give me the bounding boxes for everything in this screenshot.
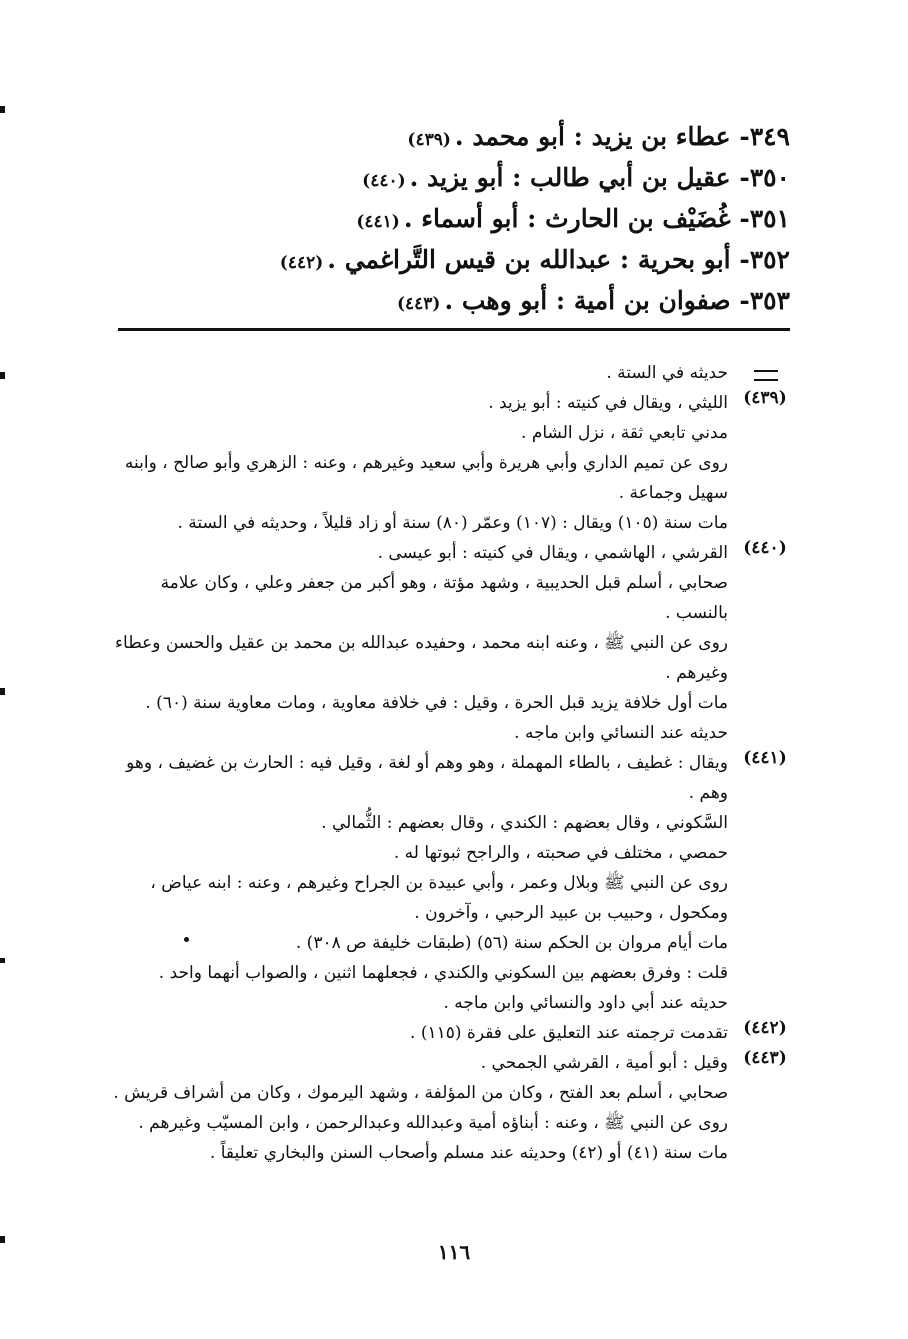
footnote-line: وغيرهم . (665, 663, 728, 683)
footnote (106, 358, 796, 388)
entry-text: غُضَيْف بن الحارث : أبو أسماء . (403, 204, 731, 233)
page-number: ١١٦ (437, 1240, 471, 1264)
footnote-marker: (٤٤٠) (743, 538, 787, 558)
footnote-line: السَّكوني ، وقال بعضهم : الكندي ، وقال بعضهم : الثُّمالي . (321, 813, 728, 833)
footnote-marker: (٤٤٢) (743, 1018, 787, 1038)
section-divider (118, 328, 790, 331)
footnote-line: صحابي ، أسلم بعد الفتح ، وكان من المؤلفة ، وشهد اليرموك ، وكان من أشراف قريش . (113, 1083, 728, 1103)
footnote-line: الليثي ، ويقال في كنيته : أبو يزيد . (488, 393, 728, 413)
footnote-line: سهيل وجماعة . (618, 483, 728, 503)
entry-list (230, 116, 790, 321)
footnote-line: مات سنة (١٠٥) ويقال : (١٠٧) وعمّر (٨٠) سنة أو زاد قليلاً ، وحديثه في الستة . (177, 513, 728, 533)
entry-number: ٣٤٩ (749, 122, 790, 151)
footnote-line: ومكحول ، وحبيب بن عبيد الرحبي ، وآخرون . (414, 903, 728, 923)
footnote-line: روى عن النبي ﷺ ، وعنه ابنه محمد ، وحفيده عبدالله بن محمد بن عقيل والحسن وعطاء (115, 633, 728, 653)
footnote (106, 1048, 796, 1168)
footnote (106, 388, 796, 538)
entry-footnote-ref: (٤٤٠) (362, 171, 406, 191)
scan-edge-mark (0, 372, 5, 379)
footnote (106, 748, 796, 1018)
entry-item (230, 198, 790, 239)
footnote-line: وهم . (688, 783, 728, 803)
continuation-mark-icon (754, 370, 778, 381)
entry-item (230, 116, 790, 157)
footnote (106, 538, 796, 748)
entry-number: ٣٥١ (749, 204, 790, 233)
scan-edge-mark (0, 106, 5, 113)
entry-dash: - (730, 204, 750, 233)
footnote-line: قلت : وفرق بعضهم بين السكوني والكندي ، فجعلهما اثنين ، والصواب أنهما واحد . (158, 963, 728, 983)
footnote-line: بالنسب . (665, 603, 728, 623)
footnote-marker: (٤٣٩) (743, 388, 787, 408)
footnotes (106, 358, 796, 1168)
entry-number: ٣٥٢ (749, 245, 790, 274)
entry-dash: - (730, 286, 750, 315)
footnote-line: مات أول خلافة يزيد قبل الحرة ، وقيل : في خلافة معاوية ، ومات معاوية سنة (٦٠) . (145, 693, 728, 713)
entry-text: عطاء بن يزيد : أبو محمد . (454, 122, 731, 151)
footnote-line: وقيل : أبو أمية ، القرشي الجمحي . (480, 1053, 728, 1073)
entry-dash: - (730, 245, 750, 274)
footnote-line: حمصي ، مختلف في صحبته ، والراجح ثبوتها له . (393, 843, 728, 863)
scan-edge-mark (0, 958, 5, 963)
footnote (106, 1018, 796, 1048)
footnote-line: مات أيام مروان بن الحكم سنة (٥٦) (طبقات خليفة ص ٣٠٨) . (295, 933, 728, 953)
entry-number: ٣٥٣ (749, 286, 790, 315)
footnote-line: روى عن النبي ﷺ ، وعنه : أبناؤه أمية وعبدالله وعبدالرحمن ، وابن المسيّب وغيرهم . (138, 1113, 728, 1133)
entry-footnote-ref: (٤٤١) (356, 212, 400, 232)
entry-text: أبو بحرية : عبدالله بن قيس التَّراغمي . (327, 245, 731, 274)
footnote-line: روى عن تميم الداري وأبي هريرة وأبي سعيد وغيرهم ، وعنه : الزهري وأبو صالح ، وابنه (124, 453, 728, 473)
footnote-marker: (٤٤٣) (743, 1048, 787, 1068)
footnote-line: تقدمت ترجمته عند التعليق على فقرة (١١٥) . (410, 1023, 728, 1043)
entry-dash: - (730, 122, 750, 151)
entry-item (230, 157, 790, 198)
entry-text: عقيل بن أبي طالب : أبو يزيد . (409, 163, 731, 192)
entry-text: صفوان بن أمية : أبو وهب . (444, 286, 731, 315)
footnote-marker: (٤٤١) (743, 748, 787, 768)
footnote-line: روى عن النبي ﷺ وبلال وعمر ، وأبي عبيدة بن الجراح وغيرهم ، وعنه : ابنه عياض ، (150, 873, 728, 893)
scan-speck (184, 937, 189, 942)
entry-item (230, 280, 790, 321)
footnote-line: صحابي ، أسلم قبل الحديبية ، وشهد مؤتة ، وهو أكبر من جعفر وعلي ، وكان علامة (160, 573, 728, 593)
entry-number: ٣٥٠ (749, 163, 790, 192)
footnote-line: حديثه في الستة . (606, 363, 728, 383)
entry-footnote-ref: (٤٤٢) (279, 253, 324, 273)
footnote-line: ويقال : غطيف ، بالطاء المهملة ، وهو وهم أو لغة ، وقيل فيه : الحارث بن غضيف ، وهو (126, 753, 728, 773)
footnote-line: مات سنة (٤١) أو (٤٢) وحديثه عند مسلم وأصحاب السنن والبخاري تعليقاً . (209, 1143, 728, 1163)
scan-edge-mark (0, 1236, 5, 1243)
entry-footnote-ref: (٤٣٩) (407, 130, 451, 150)
footnote-line: مدني تابعي ثقة ، نزل الشام . (521, 423, 728, 443)
footnote-line: حديثه عند أبي داود والنسائي وابن ماجه . (443, 993, 728, 1013)
scan-edge-mark (0, 688, 5, 695)
entry-item (230, 239, 790, 280)
footnote-line: القرشي ، الهاشمي ، ويقال في كنيته : أبو عيسى . (377, 543, 728, 563)
footnote-line: حديثه عند النسائي وابن ماجه . (514, 723, 728, 743)
entry-footnote-ref: (٤٤٣) (396, 294, 441, 314)
entry-dash: - (730, 163, 750, 192)
